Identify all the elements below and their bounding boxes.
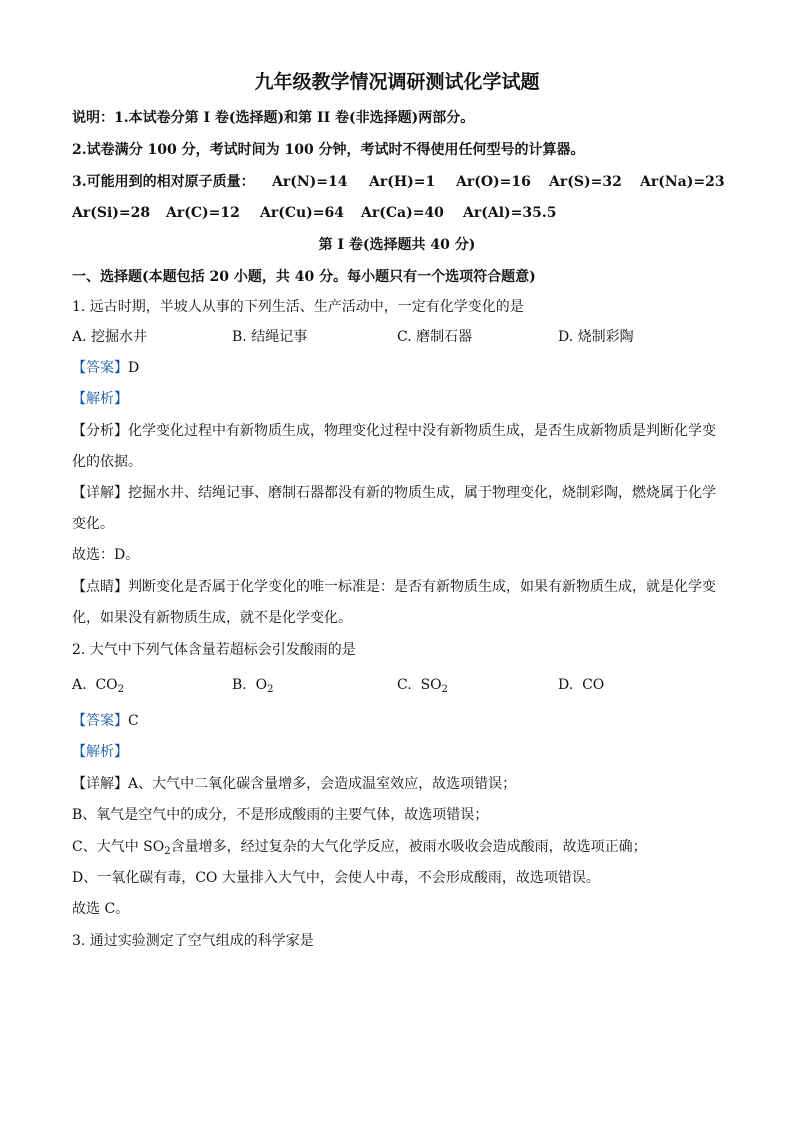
q1-xiangjie [72,483,716,503]
xiangjie-tag: 【详解】 [72,485,128,501]
xiangjie-text: 挖掘水井、结绳记事、磨制石器都没有新的物质生成，属于物理变化，烧制彩陶，燃烧属于化学 [128,485,716,501]
atomic-mass: Ar(H)=1 [369,174,436,190]
q1-option-a: A. 挖掘水井 [72,329,148,345]
question-1-stem: 1. 远古时期，半坡人从事的下列生活、生产活动中，一定有化学变化的是 [72,299,524,315]
xiangjie-tag: 【详解】 [72,776,128,792]
q1-xiangjie-cont: 变化。 [72,516,114,532]
option-letter: B. [232,677,247,693]
fenxi-text: 化学变化过程中有新物质生成，物理变化过程中没有新物质生成，是否生成新物质是判断化学变 [128,423,716,439]
formula-subscript: 2 [267,684,274,695]
section-title: 第 I 卷(选择题共 40 分) [318,237,476,253]
q1-analysis-tag: 【解析】 [72,391,128,407]
dianjing-text: 判断变化是否属于化学变化的唯一标准是：是否有新物质生成，如果有新物质生成，就是化学变 [128,579,716,595]
q2-analysis-tag: 【解析】 [72,744,128,760]
atomic-mass: Ar(Ca)=40 [361,205,444,221]
formula: CO [95,677,118,693]
atomic-mass: Ar(Al)=35.5 [463,205,557,221]
q1-fenxi [72,421,716,441]
answer-value: C [128,713,139,729]
dianjing-tag: 【点睛】 [72,579,128,595]
xiangjie-text: A、大气中二氧化碳含量增多，会造成温室效应，故选项错误； [128,776,517,792]
formula: SO [420,677,442,693]
instruction-3: 3.可能用到的相对原子质量： [72,174,255,190]
q2-line-d: D、一氧化碳有毒，CO 大量排入大气中，会使人中毒，不会形成酸雨，故选项错误。 [72,870,600,886]
option-letter: D. [558,677,574,693]
q1-option-d: D. 烧制彩陶 [558,329,634,345]
q1-option-b: B. 结绳记事 [232,329,308,345]
fenxi-tag: 【分析】 [72,423,128,439]
formula-subscript: 2 [117,684,125,695]
q2-line-b: B、氧气是空气中的成分，不是形成酸雨的主要气体，故选项错误； [72,807,489,823]
instruction-1: 说明：1.本试卷分第 I 卷(选择题)和第 II 卷(非选择题)两部分。 [72,110,475,126]
page-title: 九年级教学情况调研测试化学试题 [254,71,540,93]
line-c-post: 含量增多，经过复杂的大气化学反应，被雨水吸收会造成酸雨，故选项正确； [170,839,647,855]
formula-subscript: 2 [164,846,171,857]
option-letter: A. [72,677,87,693]
q1-dianjing-cont: 化，如果没有新物质生成，就不是化学变化。 [72,610,352,626]
line-c-pre: C、大气中 SO [72,839,165,855]
question-3-stem: 3. 通过实验测定了空气组成的科学家是 [72,933,314,949]
answer-value: D [128,360,140,376]
atomic-mass: Ar(O)=16 [456,174,531,190]
atomic-mass: Ar(Cu)=64 [260,205,345,221]
answer-tag: 【答案】 [72,713,128,729]
atomic-mass: Ar(S)=32 [549,174,622,190]
q1-conclusion: 故选：D。 [72,547,140,563]
q2-xiangjie-a [72,774,516,794]
atomic-mass: Ar(Si)=28 [72,205,151,221]
q2-answer [72,711,139,731]
q2-option-b [232,675,274,695]
q1-option-c: C. 磨制石器 [397,329,473,345]
q1-fenxi-cont: 化的依据。 [72,454,142,470]
formula-subscript: 2 [441,684,449,695]
formula: O [255,677,268,693]
answer-tag: 【答案】 [72,360,128,376]
atomic-mass: Ar(C)=12 [166,205,240,221]
q2-option-c [397,675,448,695]
q2-line-c [72,837,647,857]
q1-answer [72,358,139,378]
q2-conclusion: 故选 C。 [72,901,130,917]
part-heading: 一、选择题(本题包括 20 小题，共 40 分。每小题只有一个选项符合题意) [72,269,536,285]
instruction-2: 2.试卷满分 100 分，考试时间为 100 分钟，考试时不得使用任何型号的计算器。 [72,142,585,158]
q2-option-a [72,675,124,695]
atomic-mass: Ar(N)=14 [272,174,348,190]
q1-dianjing [72,577,716,597]
option-letter: C. [397,677,412,693]
question-2-stem: 2. 大气中下列气体含量若超标会引发酸雨的是 [72,642,356,658]
formula: CO [582,677,605,693]
q2-option-d [558,675,604,695]
atomic-mass: Ar(Na)=23 [640,174,725,190]
